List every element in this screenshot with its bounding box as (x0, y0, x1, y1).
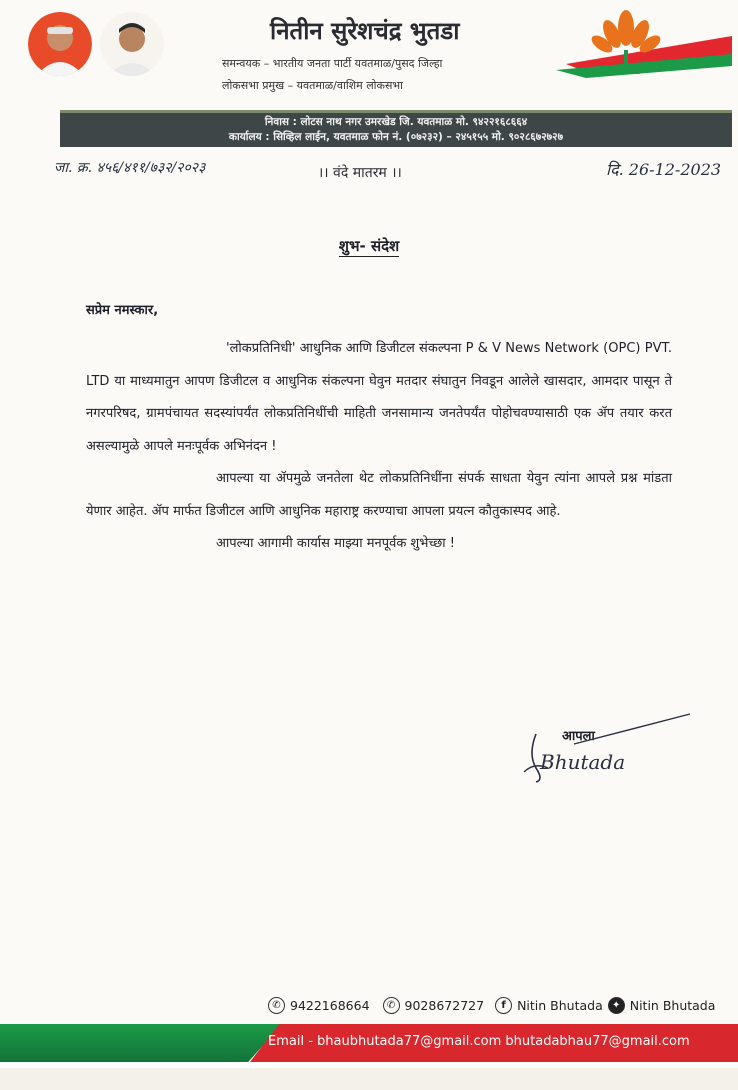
twitter-icon: ✦ (608, 997, 625, 1014)
twitter-handle[interactable]: Nitin Bhutada (629, 998, 716, 1013)
residence-address: निवास : लोटस नाथ नगर उमरखेड जि. यवतमाळ मो. ९४२२१६८६६४ (264, 116, 528, 128)
address-bar (60, 110, 732, 147)
phone-number-2[interactable]: 9028672727 (404, 998, 485, 1013)
vande-mataram: ।। वंदे मातरम ।। (318, 165, 402, 181)
paragraph-1: 'लोकप्रतिनिधी' आधुनिक आणि डिजीटल संकल्पना P & V News Network (OPC) PVT. LTD या माध्यमातुन आपण डिजीटल व आधुनिक संकल्पना घेवुन मतदार संघातुन निवडून आलेले खासदार, आमदार पासून ते नगरपरिषद, ग्रामपंचायत सदस्यांपर्यंत लोकप्रतिनिधींची माहिती जनसामान्य जनतेपर्यंत पोहोचवण्यासाठी एक ॲप तयार करत असल्यामुळे आपले मनःपूर्वक अभिनंदन ! (86, 341, 672, 454)
sender-constituency: लोकसभा प्रमुख – यवतमाळ/वाशिम लोकसभा (222, 79, 403, 92)
subject-text: शुभ- संदेश (338, 237, 400, 255)
reference-number: जा. क्र. ४५६/४११/७३२/२०२३ (54, 160, 206, 176)
sender-designation: समन्वयक – भारतीय जनता पार्टी यवतमाळ/पुसद जिल्हा (222, 57, 443, 70)
greeting: सप्रेम नमस्कार, (86, 303, 159, 318)
office-address: कार्यालय : सिव्हिल लाईन, यवतमाळ फोन नं. (०७२३२) – २४५१५५ मो. ९०२८६७२७२७ (228, 131, 564, 143)
portrait-right (100, 12, 164, 76)
email-addresses[interactable]: Email - bhaubhutada77@gmail.com bhutadabhau77@gmail.com (268, 1034, 690, 1049)
facebook-handle[interactable]: Nitin Bhutada (517, 998, 603, 1013)
closing-word: आपला (562, 729, 595, 744)
letter-subject (0, 236, 738, 256)
whatsapp-icon: ✆ (383, 997, 400, 1014)
paragraph-2: आपल्या या ॲपमुळे जनतेला थेट लोकप्रतिनिधींना संपर्क साधता येवुन त्यांना आपले प्रश्न मांडता येणार आहेत. ॲप मार्फत डिजीटल आणि आधुनिक महाराष्ट्र करण्याचा आपला प्रयत्न कौतुकास्पद आहे. (86, 471, 672, 519)
letter-date: दि. 26-12-2023 (606, 160, 722, 179)
portrait-left (28, 12, 92, 76)
contact-row (268, 997, 715, 1014)
paragraph-3: आपल्या आगामी कार्यास माझ्या मनपूर्वक शुभेच्छा ! (216, 536, 456, 551)
page-bottom-edge (0, 1068, 738, 1090)
phone-number-1[interactable]: 9422168664 (290, 998, 370, 1013)
party-logo (556, 6, 732, 98)
footer-green-band (0, 1024, 282, 1062)
signature-text: Bhutada (540, 750, 626, 774)
facebook-icon: f (495, 997, 512, 1014)
letter-body (86, 333, 672, 561)
phone-icon: ✆ (268, 997, 285, 1014)
sender-name: नितीन सुरेशचंद्र भुतडा (270, 17, 460, 45)
